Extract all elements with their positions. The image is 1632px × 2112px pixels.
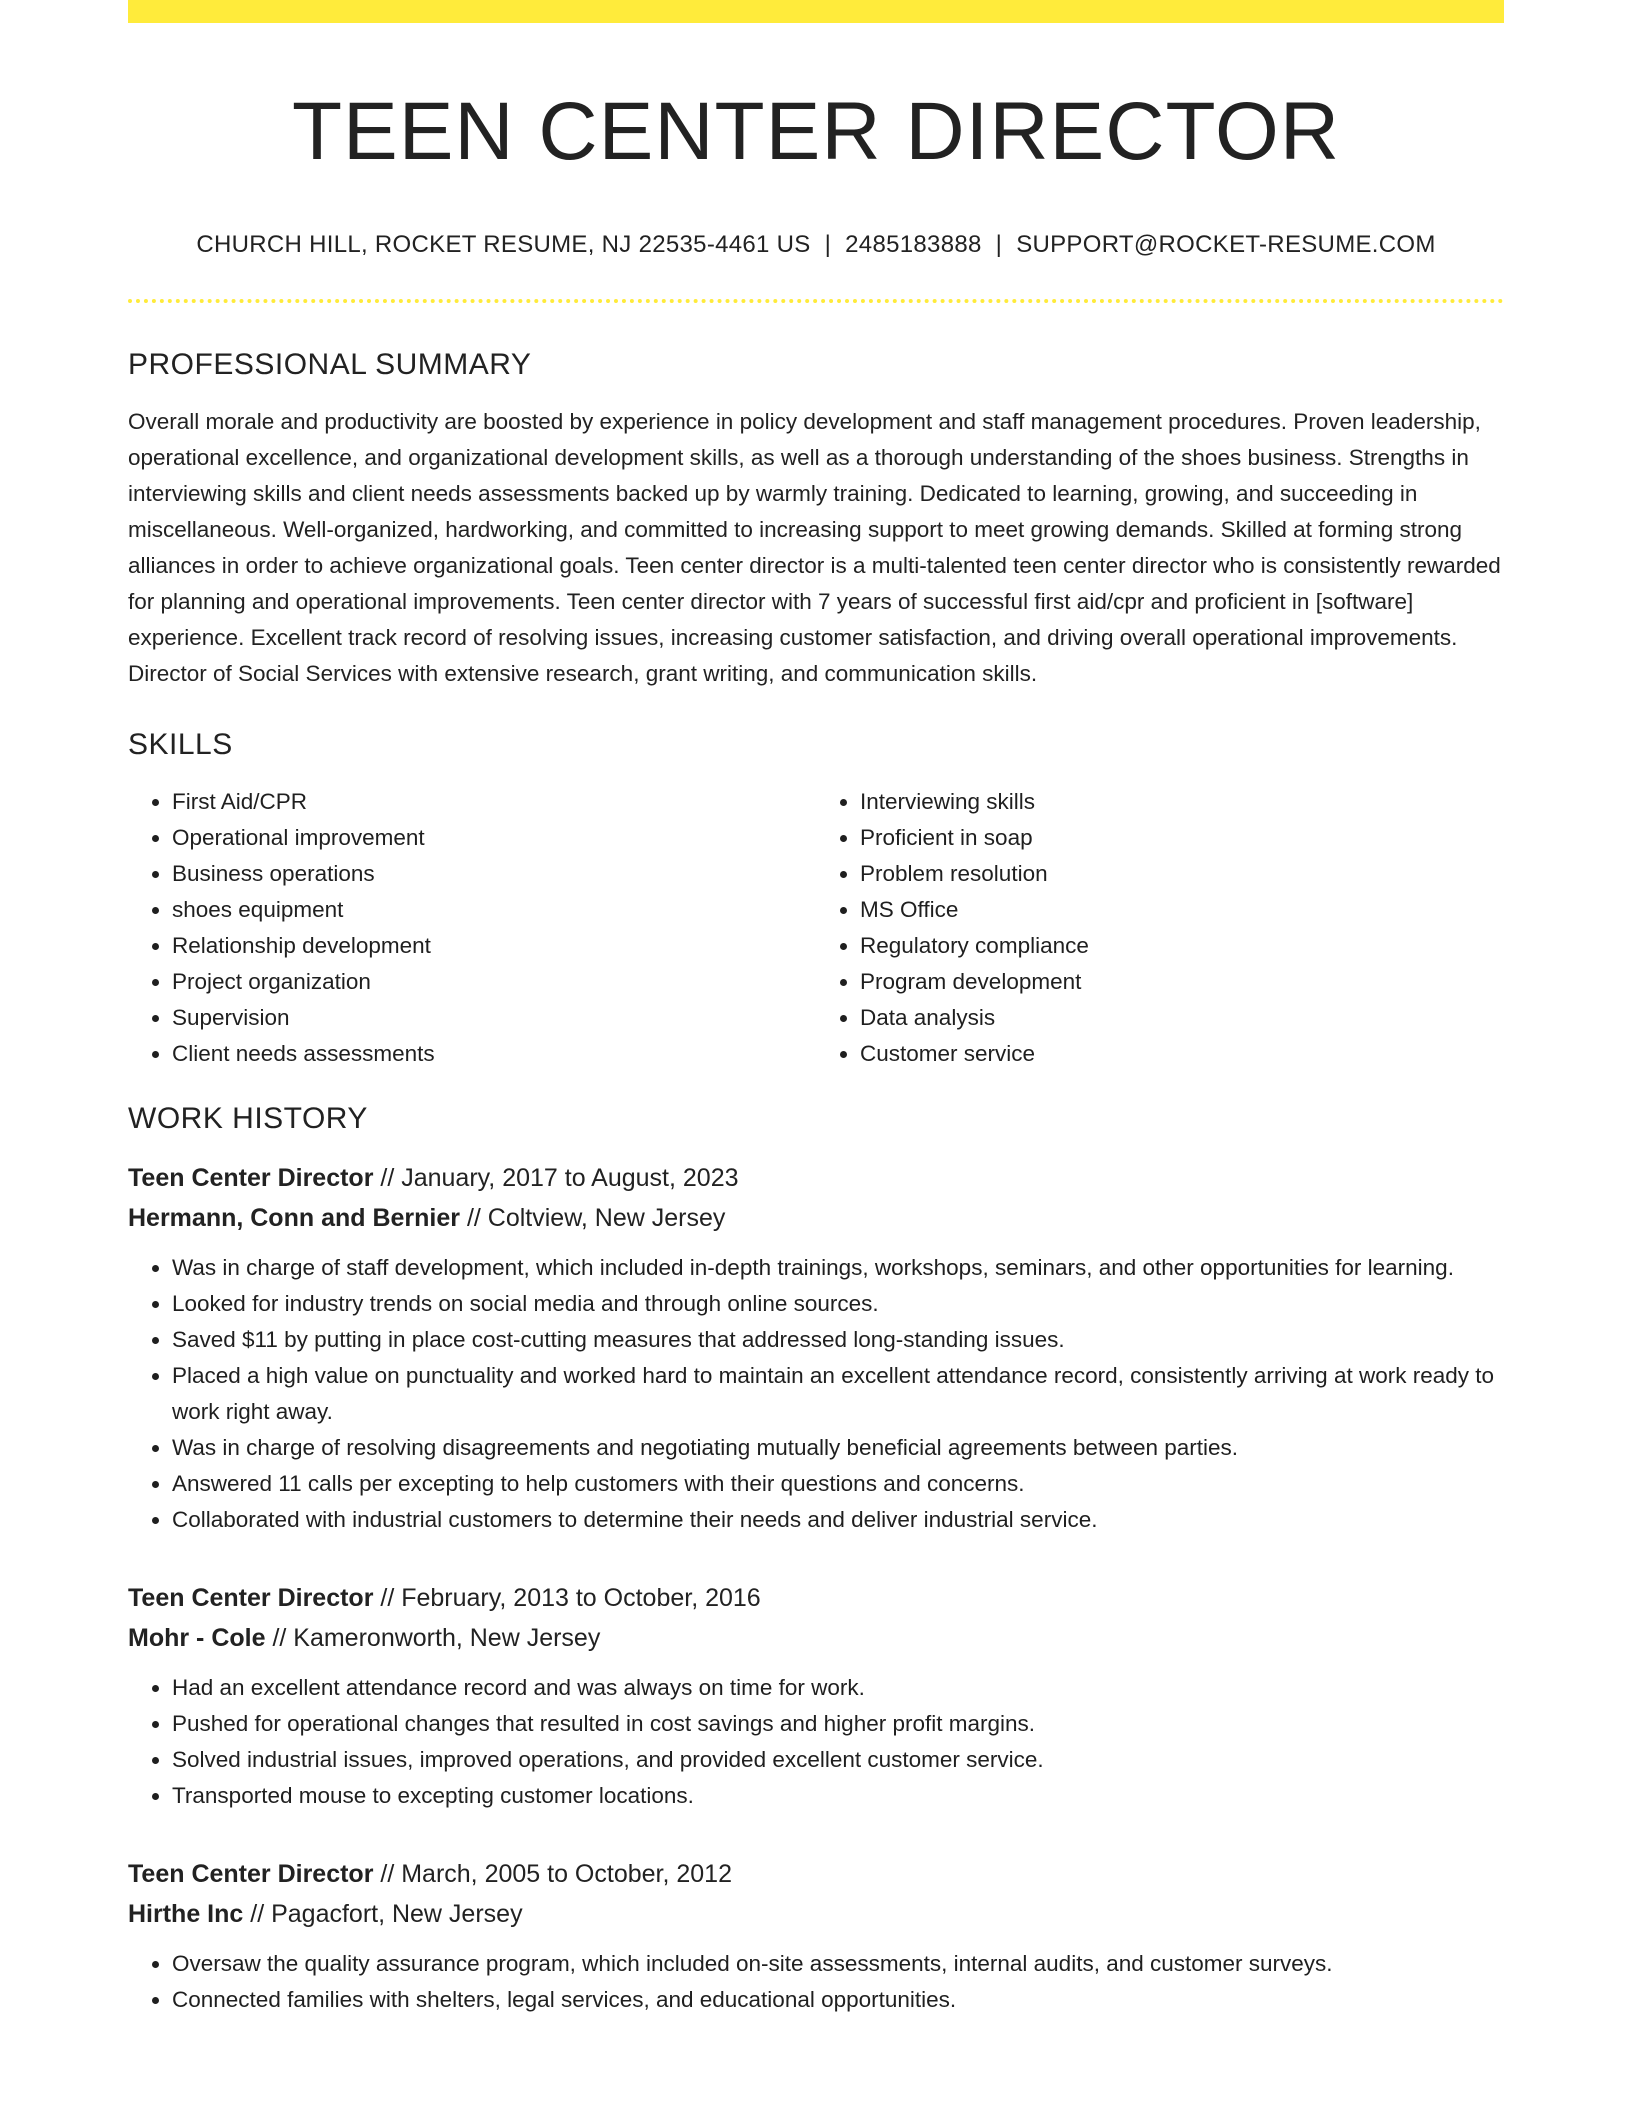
- job-role-line: [128, 1854, 1504, 1894]
- contact-phone: 2485183888: [845, 231, 982, 259]
- resume-page: [128, 0, 1504, 2018]
- job-bullet: • Was in charge of staff development, which included in-depth trainings, workshops, seminars, and other opportunities for learning.: [172, 1250, 1504, 1286]
- job-bullet: • Placed a high value on punctuality and worked hard to maintain an excellent attendance record, consistently arriving at work ready to work right away.: [172, 1358, 1504, 1430]
- job-role-line: [128, 1578, 1504, 1618]
- top-accent-bar: [128, 0, 1504, 23]
- summary-text: Overall morale and productivity are boosted by experience in policy development and staff management procedures. Proven leadership, operational excellence, and organizational development skills, as well as a thorough understanding of the shoes business. Strengths in interviewing skills and client needs assessments backed up by warmly training. Dedicated to learning, growing, and succeeding in miscellaneous. Well-organized, hardworking, and committed to increasing support to meet growing demands. Skilled at forming strong alliances in order to achieve organizational goals. Teen center director is a multi-talented teen center director who is consistently rewarded for planning and operational improvements. Teen center director with 7 years of successful first aid/cpr and proficient in [software] experience. Excellent track record of resolving issues, increasing customer satisfaction, and driving overall operational improvements. Director of Social Services with extensive research, grant writing, and communication skills.: [128, 409, 1501, 687]
- job-bullet: • Connected families with shelters, legal services, and educational opportunities.: [172, 1982, 1504, 2018]
- skill-item: • Customer service: [860, 1036, 1504, 1072]
- skill-item: • Proficient in soap: [860, 820, 1504, 856]
- job-company: Mohr - Cole: [128, 1624, 266, 1653]
- skill-item: • Regulatory compliance: [860, 928, 1504, 964]
- job-company: Hermann, Conn and Bernier: [128, 1204, 460, 1233]
- skill-item: • Problem resolution: [860, 856, 1504, 892]
- job-entry: [128, 1578, 1504, 1814]
- job-bullet: • Solved industrial issues, improved operations, and provided excellent customer service.: [172, 1742, 1504, 1778]
- skills-heading: SKILLS: [128, 728, 233, 762]
- job-company-line: [128, 1894, 1504, 1934]
- job-entry: [128, 1158, 1504, 1538]
- job-location: // Coltview, New Jersey: [460, 1204, 726, 1233]
- contact-address: CHURCH HILL, ROCKET RESUME, NJ 22535-4461 US: [196, 231, 811, 259]
- job-bullet: • Oversaw the quality assurance program, which included on-site assessments, internal audits, and customer surveys.: [172, 1946, 1504, 1982]
- header-divider: [128, 299, 1504, 303]
- job-dates: // January, 2017 to August, 2023: [373, 1164, 739, 1193]
- job-dates: // February, 2013 to October, 2016: [373, 1584, 761, 1613]
- skill-item: • Relationship development: [172, 928, 816, 964]
- skill-item: • Data analysis: [860, 1000, 1504, 1036]
- resume-title: TEEN CENTER DIRECTOR: [291, 86, 1341, 177]
- skill-item: • Interviewing skills: [860, 784, 1504, 820]
- job-bullet: • Answered 11 calls per excepting to help customers with their questions and concerns.: [172, 1466, 1504, 1502]
- contact-email: SUPPORT@ROCKET-RESUME.COM: [1016, 231, 1436, 259]
- contact-line: [128, 231, 1504, 259]
- job-location: // Kameronworth, New Jersey: [265, 1624, 601, 1653]
- job-bullet: • Collaborated with industrial customers to determine their needs and deliver industrial service.: [172, 1502, 1504, 1538]
- skill-item: • Operational improvement: [172, 820, 816, 856]
- job-bullet: • Had an excellent attendance record and was always on time for work.: [172, 1670, 1504, 1706]
- skill-item: • Program development: [860, 964, 1504, 1000]
- job-company-line: [128, 1618, 1504, 1658]
- job-bullet: • Looked for industry trends on social media and through online sources.: [172, 1286, 1504, 1322]
- skills-grid: [128, 784, 1504, 1072]
- skill-item: • Business operations: [172, 856, 816, 892]
- job-company-line: [128, 1198, 1504, 1238]
- job-location: // Pagacfort, New Jersey: [243, 1900, 523, 1929]
- skill-item: • Supervision: [172, 1000, 816, 1036]
- job-bullet: • Was in charge of resolving disagreements and negotiating mutually beneficial agreements between parties.: [172, 1430, 1504, 1466]
- job-bullets: [128, 1946, 1504, 2018]
- job-role-line: [128, 1158, 1504, 1198]
- job-bullet: • Transported mouse to excepting customer locations.: [172, 1778, 1504, 1814]
- skill-item: • Project organization: [172, 964, 816, 1000]
- job-bullets: [128, 1670, 1504, 1814]
- skill-item: • Client needs assessments: [172, 1036, 816, 1072]
- job-bullet: • Pushed for operational changes that resulted in cost savings and higher profit margins.: [172, 1706, 1504, 1742]
- contact-separator: |: [824, 231, 832, 259]
- skills-column-left: [128, 784, 816, 1072]
- job-bullet: • Saved $11 by putting in place cost-cutting measures that addressed long-standing issues.: [172, 1322, 1504, 1358]
- job-company: Hirthe Inc: [128, 1900, 244, 1929]
- work-history-heading: WORK HISTORY: [128, 1102, 368, 1136]
- job-bullets: [128, 1250, 1504, 1538]
- skill-item: • shoes equipment: [172, 892, 816, 928]
- summary-heading: PROFESSIONAL SUMMARY: [128, 348, 532, 382]
- skill-item: • First Aid/CPR: [172, 784, 816, 820]
- skill-item: • MS Office: [860, 892, 1504, 928]
- job-role: Teen Center Director: [128, 1164, 374, 1193]
- job-entry: [128, 1854, 1504, 2018]
- contact-separator: |: [995, 231, 1003, 259]
- job-dates: // March, 2005 to October, 2012: [373, 1860, 732, 1889]
- job-role: Teen Center Director: [128, 1584, 374, 1613]
- skills-column-right: [816, 784, 1504, 1072]
- job-role: Teen Center Director: [128, 1860, 374, 1889]
